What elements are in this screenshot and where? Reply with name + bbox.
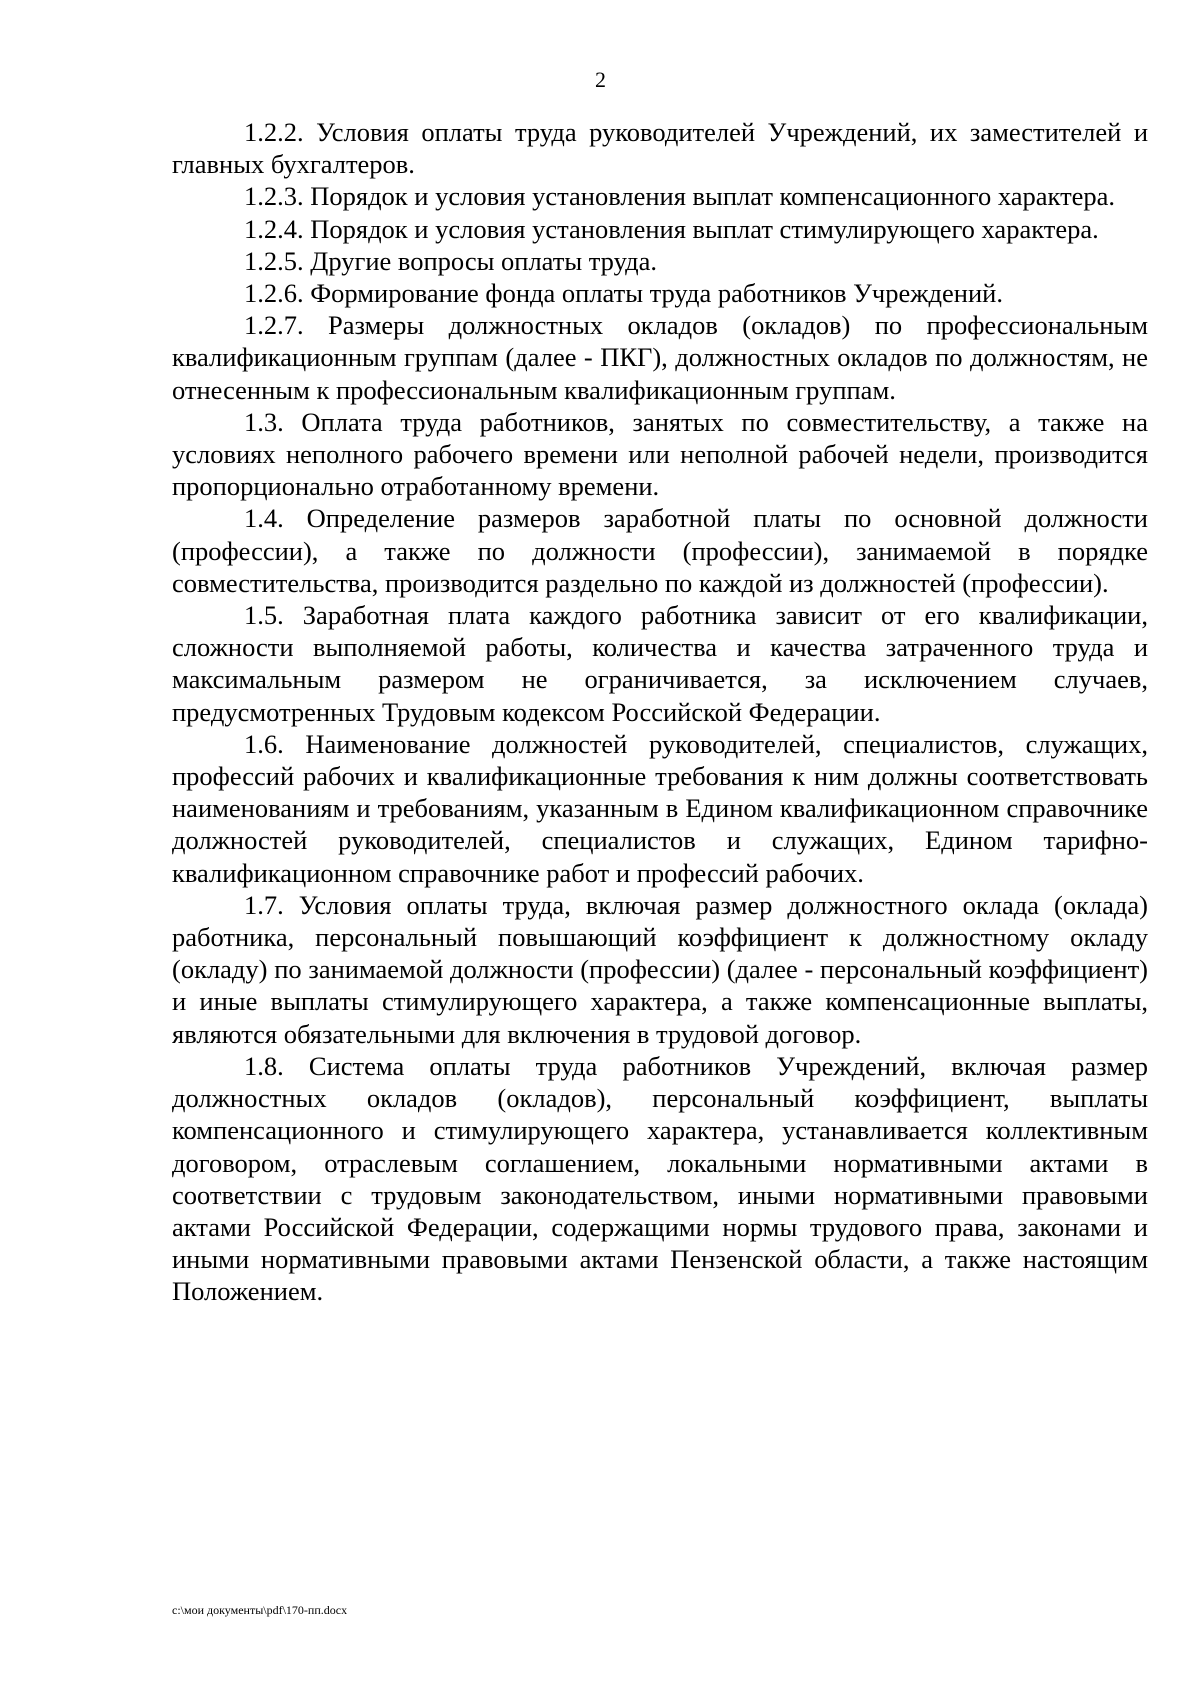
- paragraph-1-7: 1.7. Условия оплаты труда, включая размер должностного оклада (оклада) работника, персональный повышающий коэффициент к должностному окладу (окладу) по занимаемой должности (профессии) (далее - персональный коэффициент) и иные выплаты стимулирующего характера, а также компенсационные выплаты, являются обязательными для включения в трудовой договор.: [172, 889, 1148, 1049]
- page-number: 2: [595, 67, 606, 92]
- paragraph-1-8: 1.8. Система оплаты труда работников Учреждений, включая размер должностных окладов (окладов), персональный коэффициент, выплаты компенсационного и стимулирующего характера, устанавливается коллективным договором, отраслевым соглашением, локальными нормативными актами в соответствии с трудовым законодательством, иными нормативными правовыми актами Российской Федерации, содержащими нормы трудового права, законами и иными нормативными правовыми актами Пензенской области, а также настоящим Положением.: [172, 1050, 1148, 1307]
- paragraph-1-2-7: 1.2.7. Размеры должностных окладов (окладов) по профессиональным квалификационным группам (далее - ПКГ), должностных окладов по должностям, не отнесенным к профессиональным квалификационным группам.: [172, 310, 1148, 405]
- paragraph-1-3: 1.3. Оплата труда работников, занятых по совместительству, а также на условиях неполного рабочего времени или неполной рабочей недели, производится пропорционально отработанному времени.: [172, 406, 1148, 502]
- paragraph-1-2-2: 1.2.2. Условия оплаты труда руководителей Учреждений, их заместителей и главных бухгалтеров.: [172, 117, 1148, 180]
- paragraph-1-2-3: 1.2.3. Порядок и условия установления выплат компенсационного характера.: [244, 181, 1116, 212]
- paragraph-1-2-5: 1.2.5. Другие вопросы оплаты труда.: [244, 245, 658, 276]
- paragraph-1-2-4: 1.2.4. Порядок и условия установления выплат стимулирующего характера.: [244, 213, 1099, 244]
- paragraph-1-4: 1.4. Определение размеров заработной платы по основной должности (профессии), а также по должности (профессии), занимаемой в порядке совместительства, производится раздельно по каждой из должностей (профессии).: [172, 503, 1148, 598]
- footer-file-path: c:\мои документы\pdf\170-пп.docx: [172, 1603, 348, 1617]
- paragraph-1-6: 1.6. Наименование должностей руководителей, специалистов, служащих, профессий рабочих и квалификационные требования к ним должны соответствовать наименованиям и требованиям, указанным в Едином квалификационном справочнике должностей руководителей, специалистов и служащих, Едином тарифно-квалификационном справочнике работ и профессий рабочих.: [172, 728, 1148, 888]
- paragraph-1-5: 1.5. Заработная плата каждого работника зависит от его квалификации, сложности выполняемой работы, количества и качества затраченного труда и максимальным размером не ограничивается, за исключением случаев, предусмотренных Трудовым кодексом Российской Федерации.: [172, 600, 1148, 727]
- paragraph-1-2-6: 1.2.6. Формирование фонда оплаты труда работников Учреждений.: [244, 278, 1003, 309]
- document-body: [172, 116, 1148, 1308]
